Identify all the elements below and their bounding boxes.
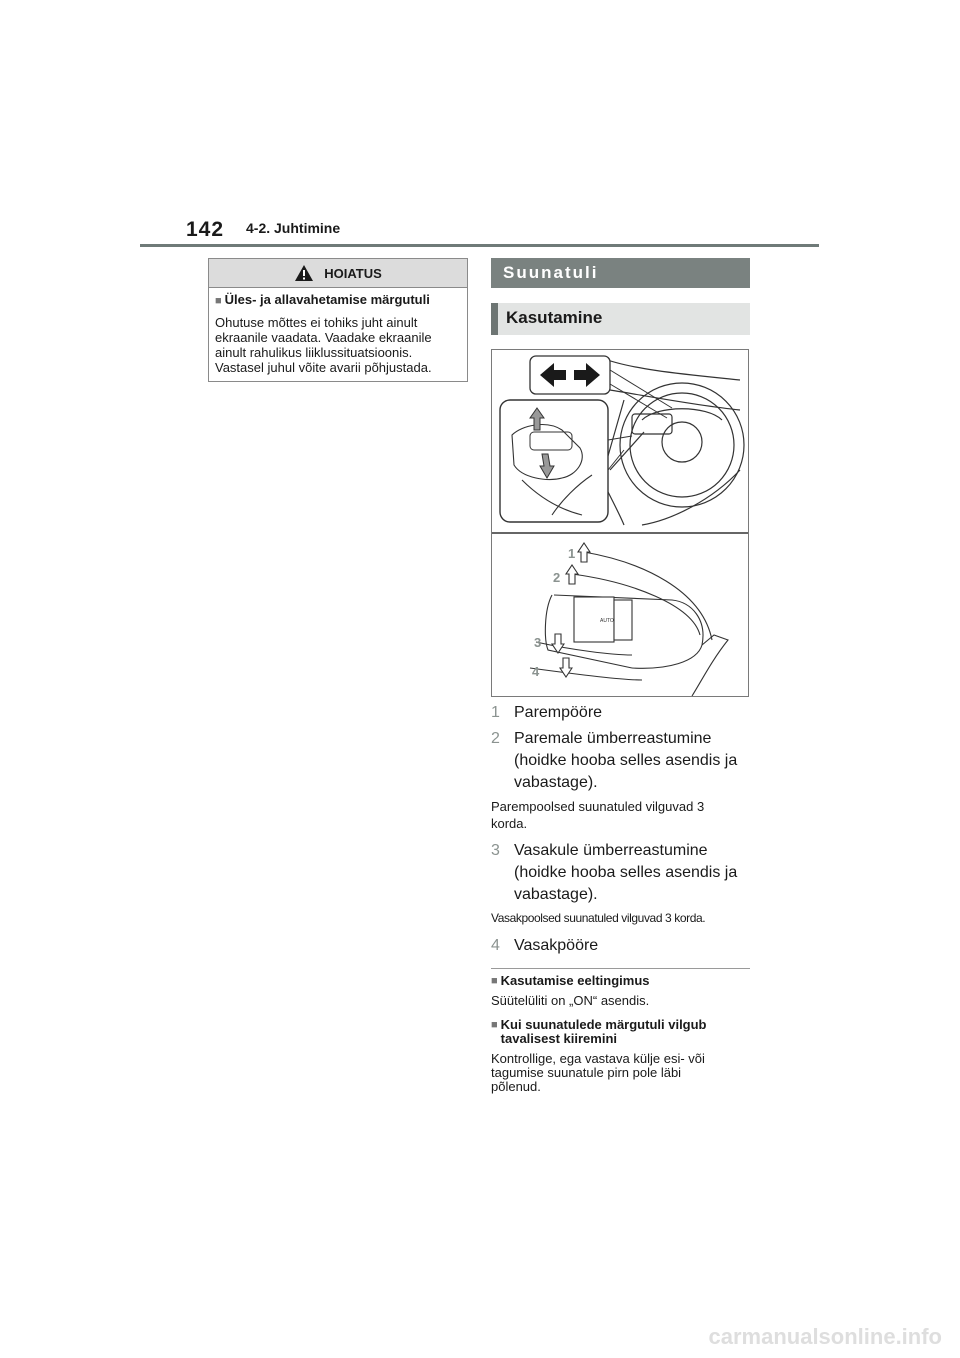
step-number: 2 (491, 730, 500, 747)
warning-header (209, 259, 467, 288)
step-number: 4 (491, 937, 500, 954)
step-number: 3 (491, 842, 500, 859)
warning-title: ■ Üles- ja allavahetamise märgutuli (215, 292, 430, 307)
hand-lever-inset (500, 400, 632, 522)
info-text: Süütelüliti on „ON“ asendis. (491, 993, 650, 1008)
step-item (491, 935, 753, 957)
figure-number: 4 (532, 664, 540, 679)
warning-line: ainult rahulikus liiklussituatsioonis. (215, 345, 413, 360)
info-heading: ■ Kasutamise eeltingimus (491, 973, 650, 988)
step-item (491, 702, 753, 724)
figure-number: 1 (568, 546, 576, 561)
step-item (491, 840, 753, 906)
square-bullet-icon: ■ (491, 975, 498, 987)
steps-list (491, 702, 753, 961)
info-section (491, 974, 753, 1104)
info-divider (491, 968, 750, 969)
info-heading: ■ Kui suunatulede märgutuli vilgub tavalisest kiiremini (491, 1017, 707, 1046)
step-text: Parempööre (514, 704, 603, 721)
section-heading: Suunatuli (491, 258, 750, 288)
step-text: Vasakpööre (514, 937, 599, 954)
step-number: 1 (491, 704, 500, 721)
step-text: Paremale ümberreastumine (hoidke hooba selles asendis ja vabastage). (514, 730, 738, 791)
turn-signal-illustration (491, 349, 749, 697)
step-text: Vasakule ümberreastumine (hoidke hooba selles asendis ja vabastage). (514, 842, 738, 903)
step-note: Vasakpoolsed suunatuled vilguvad 3 korda. (491, 911, 706, 925)
warning-line: Ohutuse mõttes ei tohiks juht ainult (215, 315, 418, 330)
header-rule (140, 244, 819, 247)
step-note: Parempoolsed suunatuled vilguvad 3 korda. (491, 799, 705, 831)
warning-triangle-icon (294, 264, 314, 282)
figure-number: 2 (553, 570, 561, 585)
warning-label: HOIATUS (324, 265, 382, 281)
warning-box (208, 258, 468, 382)
dashboard-drawing (602, 358, 744, 525)
step-item (491, 728, 753, 794)
section-title: 4-2. Juhtimine (246, 220, 341, 236)
warning-line: Vastasel juhul võite avarii põhjustada. (215, 360, 432, 375)
info-text: Kontrollige, ega vastava külje esi- või tagumise suunatule pirn pole läbi põlenud. (491, 1051, 705, 1094)
square-bullet-icon: ■ (215, 295, 222, 307)
figure-number: 3 (534, 635, 542, 650)
square-bullet-icon: ■ (491, 1019, 498, 1031)
auto-label: AUTO (600, 618, 614, 624)
page-number: 142 (186, 218, 225, 241)
warning-line: ekraanile vaadata. Vaadake ekraanile (215, 330, 432, 345)
lever-positions-diagram (530, 543, 728, 696)
watermark: carmanualsonline.info (708, 1324, 942, 1349)
subsection-heading: Kasutamine (491, 303, 750, 335)
